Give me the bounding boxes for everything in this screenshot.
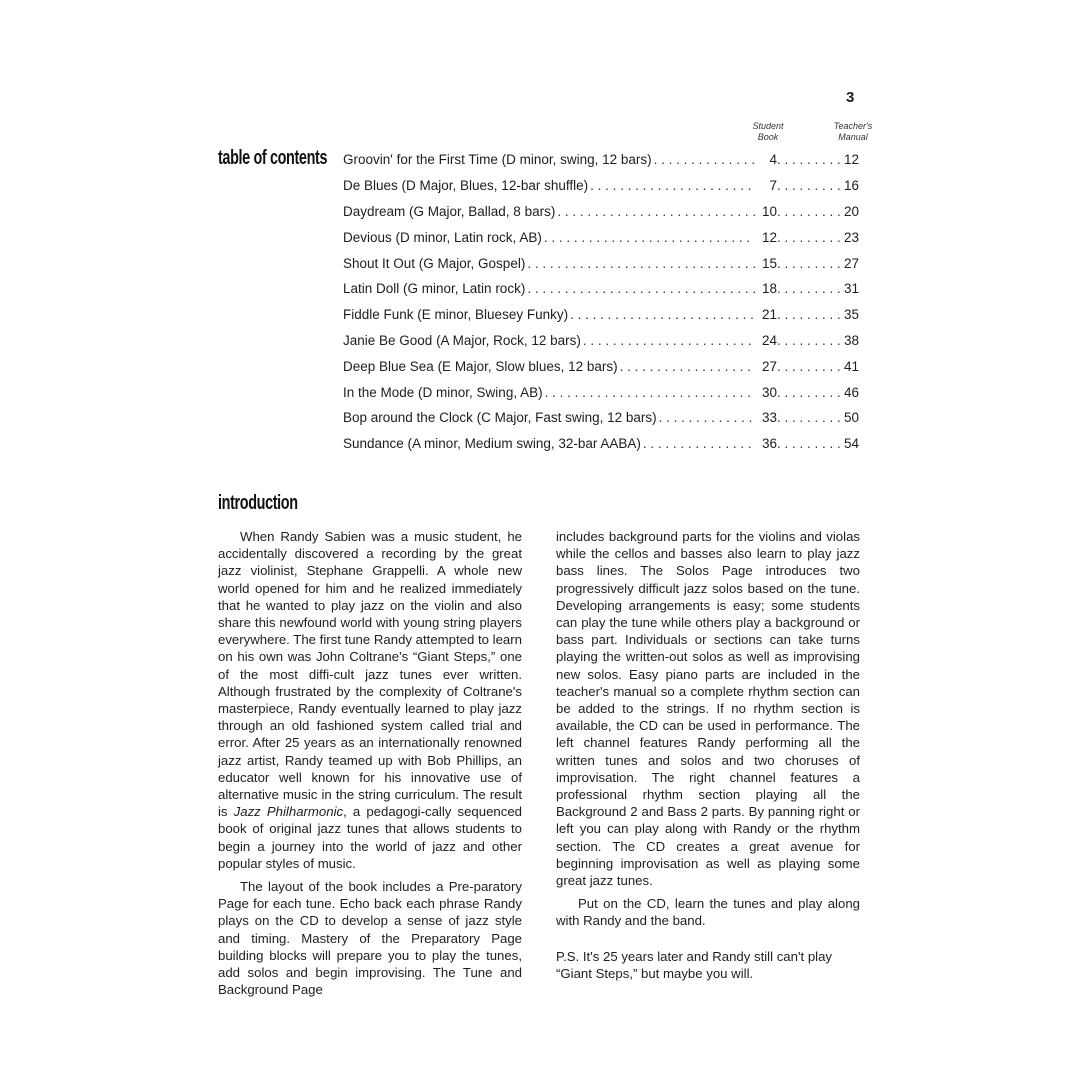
toc-leader-dots <box>527 256 755 271</box>
toc-leader-dots <box>777 230 841 245</box>
page-number: 3 <box>846 89 855 106</box>
toc-student-page: 30 <box>761 384 777 400</box>
toc-leader-dots <box>654 152 755 167</box>
toc-leader-dots <box>557 204 755 219</box>
toc-entry <box>343 199 859 225</box>
toc-heading: table of contents <box>218 147 328 169</box>
toc-entry-title: Devious (D minor, Latin rock, AB) <box>343 229 542 245</box>
toc-teacher-page: 54 <box>843 436 859 452</box>
toc-leader-dots <box>620 359 755 374</box>
toc-entry <box>343 224 859 250</box>
toc-entry <box>343 276 859 302</box>
toc-entry <box>343 328 859 354</box>
toc-entry <box>343 353 859 379</box>
toc-entry <box>343 173 859 199</box>
toc-entry-title: Deep Blue Sea (E Major, Slow blues, 12 bars) <box>343 358 618 374</box>
intro-paragraph-1-start: When Randy Sabien was a music student, he accidentally discovered a recording by the great jazz violinist, Stephane Grappelli. A whole new world opened for him and he realized immediately that he wanted to play jazz on the violin and also share this newfound world with young string players everywhere. The first tune Randy attempted to learn on his own was John Coltrane's “Giant Steps,” one of the most diffi-cult jazz tunes ever written. Although frustrated by the complexity of Coltrane's masterpiece, Randy eventually learned to play jazz through an old fashioned system called trial and error. After 25 years as an internationally renowned jazz artist, Randy teamed up with Bob Phillips, an educator well known for his innovative use of alternative music in the string curriculum. The result is <box>218 529 522 820</box>
toc-leader-dots <box>777 178 841 193</box>
student-book-column-header: Student Book <box>752 121 784 142</box>
toc-leader-dots <box>777 307 841 322</box>
intro-paragraph-1-end: , a pedagogi-cally sequenced book of original jazz tunes that allows students to begin a journey into the world of jazz and other popular styles of music. <box>218 804 523 871</box>
toc-leader-dots <box>777 385 841 400</box>
toc-entry-title: In the Mode (D minor, Swing, AB) <box>343 384 543 400</box>
toc-leader-dots <box>643 436 755 451</box>
toc-teacher-page: 38 <box>843 332 859 348</box>
toc-student-page: 33 <box>761 410 777 426</box>
intro-paragraph-2-part-1: The layout of the book includes a Pre-paratory Page for each tune. Echo back each phrase Randy plays on the CD to develop a sense of jazz style and timing. Mastery of the Preparatory Page building blocks will prepare you to play the tunes, add solos and begin improvising. The Tune and Background Page <box>218 879 522 998</box>
toc-leader-dots <box>527 281 755 296</box>
toc-entry-title: Groovin' for the First Time (D minor, swing, 12 bars) <box>343 152 652 168</box>
toc-student-page: 36 <box>761 436 777 452</box>
toc-teacher-page: 20 <box>843 203 859 219</box>
toc-entry <box>343 405 859 431</box>
toc-entry <box>343 250 859 276</box>
toc-leader-dots <box>777 436 841 451</box>
intro-paragraph-3: Put on the CD, learn the tunes and play along with Randy and the band. <box>556 896 860 929</box>
toc-entry-title: Shout It Out (G Major, Gospel) <box>343 255 526 271</box>
toc-student-page: 12 <box>761 229 777 245</box>
toc-student-page: 4 <box>769 152 777 168</box>
toc-leader-dots <box>777 359 841 374</box>
toc-student-page: 24 <box>761 332 777 348</box>
toc-leader-dots <box>659 410 755 425</box>
toc-student-page: 15 <box>761 255 777 271</box>
toc-teacher-page: 23 <box>843 229 859 245</box>
introduction-right-column <box>556 528 860 988</box>
toc-teacher-page: 16 <box>843 178 859 194</box>
toc-leader-dots <box>777 281 841 296</box>
toc-leader-dots <box>777 410 841 425</box>
toc-entry-title: Latin Doll (G minor, Latin rock) <box>343 281 526 297</box>
toc-teacher-page: 31 <box>843 281 859 297</box>
toc-student-page: 7 <box>769 178 777 194</box>
toc-entry <box>343 431 859 457</box>
toc-leader-dots <box>545 385 755 400</box>
toc-entry-title: Daydream (G Major, Ballad, 8 bars) <box>343 203 556 219</box>
table-of-contents <box>343 147 859 457</box>
toc-entry-title: Fiddle Funk (E minor, Bluesey Funky) <box>343 307 569 323</box>
toc-entry <box>343 147 859 173</box>
toc-entry-title: De Blues (D Major, Blues, 12-bar shuffle) <box>343 178 589 194</box>
toc-student-page: 21 <box>761 307 777 323</box>
teachers-manual-column-header: Teacher's Manual <box>833 121 873 142</box>
toc-teacher-page: 41 <box>843 358 859 374</box>
toc-leader-dots <box>570 307 755 322</box>
toc-entry-title: Sundance (A minor, Medium swing, 32-bar AABA) <box>343 436 641 452</box>
toc-entry <box>343 379 859 405</box>
intro-paragraph-2-part-2: includes background parts for the violins and violas while the cellos and basses also learn to play jazz bass lines. The Solos Page introduces two progressively difficult jazz solos based on the tune. Developing arrangements is easy; some students can play the tune while others play a background or bass part. Individuals or sections can take turns playing the written-out solos as well as improvising new solos. Easy piano parts are included in the teacher's manual so a complete rhythm section can be added to the strings. If no rhythm section is available, the CD can be used in performance. The left channel features Randy performing all the written tunes and solos and two choruses of improvisation. The right channel features a professional rhythm section playing all the Background 2 and Bass 2 parts. By panning right or left you can play along with Randy or the rhythm section. The CD creates a great avenue for beginning improvisation as well as playing some great jazz tunes. <box>556 529 860 889</box>
toc-teacher-page: 50 <box>843 410 859 426</box>
toc-leader-dots <box>777 152 841 167</box>
toc-teacher-page: 27 <box>843 255 859 271</box>
toc-entry <box>343 302 859 328</box>
toc-leader-dots <box>777 256 841 271</box>
toc-entry-title: Bop around the Clock (C Major, Fast swing, 12 bars) <box>343 410 657 426</box>
toc-leader-dots <box>544 230 755 245</box>
toc-student-page: 27 <box>761 358 777 374</box>
toc-leader-dots <box>583 333 755 348</box>
toc-teacher-page: 35 <box>843 307 859 323</box>
introduction-left-column <box>218 528 522 1004</box>
toc-leader-dots <box>777 333 841 348</box>
intro-paragraph-1 <box>218 528 522 872</box>
toc-leader-dots <box>590 178 755 193</box>
toc-teacher-page: 46 <box>843 384 859 400</box>
toc-teacher-page: 12 <box>843 152 859 168</box>
introduction-heading: introduction <box>218 492 298 514</box>
toc-entry-title: Janie Be Good (A Major, Rock, 12 bars) <box>343 332 581 348</box>
book-title: Jazz Philharmonic <box>233 804 344 820</box>
toc-student-page: 18 <box>761 281 777 297</box>
postscript: P.S. It's 25 years later and Randy still can't play “Giant Steps,” but maybe you will. <box>556 948 833 981</box>
toc-leader-dots <box>777 204 841 219</box>
toc-student-page: 10 <box>761 203 777 219</box>
